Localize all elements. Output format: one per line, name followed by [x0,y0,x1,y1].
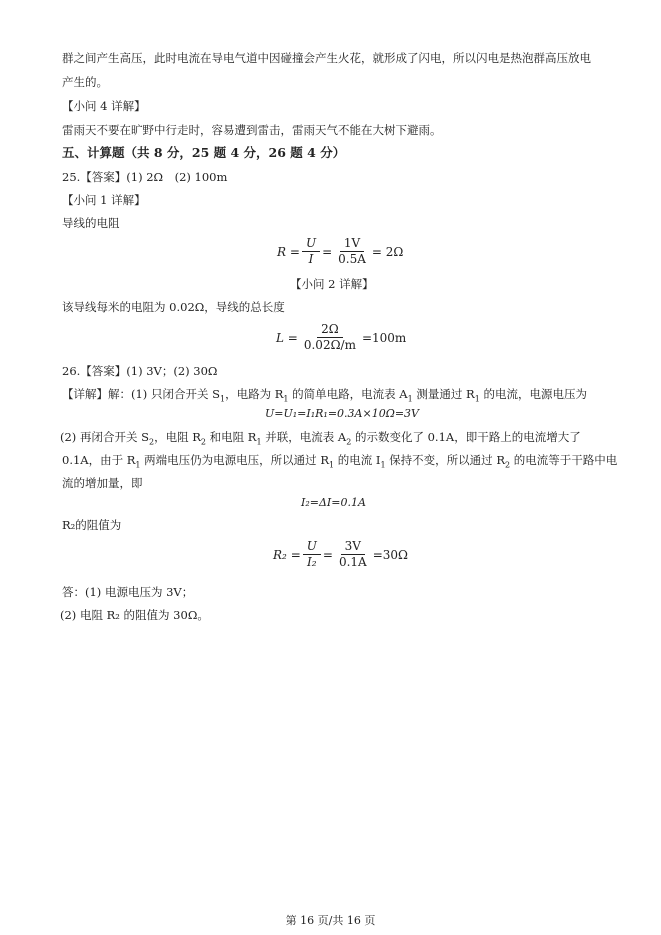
formula-resistance: R = $\frac{U}{I}$ = $\frac{1V}{0.5A}$ = 2Ω [277,236,404,266]
formula-r2: R₂ = $\frac{U}{\text{I₂}}$ = $\frac{3V}{0.1A}$ =30Ω [273,539,408,569]
answer-line: 答：(1) 电源电压为 3V； [62,585,194,599]
sub-heading: 【小问 4 详解】 [62,99,146,113]
section-heading: 五、计算题（共 8 分，25 题 4 分，26 题 4 分） [62,145,346,160]
text-line: R₂的阻值为 [62,518,122,532]
text-line: 雷雨天不要在旷野中行走时，容易遭到雷击，雷雨天气不能在大树下避雨。 [62,123,442,137]
equation-voltage: U=U₁=I₁R₁=0.3A×10Ω=3V [265,407,419,420]
sub-heading: 【小问 2 详解】 [290,277,374,291]
sub-heading: 【小问 1 详解】 [62,193,146,207]
text-line: 流的增加量，即 [62,476,143,490]
text-line: 产生的。 [62,75,108,89]
text-line: (2) 再闭合开关 $S_2$，电阻 $R_2$ 和电阻 $R_1$ 并联，电流表 $A_2$ 的示数变化了 0.1A，即干路上的电流增大了 [60,430,581,447]
formula-length: L = $\frac{2\Omega}{0.02\Omega/m}$ =100m [276,322,407,352]
q26-answer: 26.【答案】(1) 3V；(2) 30Ω [62,364,218,378]
text-line: 【详解】解：(1) 只闭合开关 $S_1$，电路为 $R_1$ 的简单电路，电流表 $A_1$ 测量通过 $R_1$ 的电流，电源电压为 [62,387,587,404]
text-line: 导线的电阻 [62,216,120,230]
equation-current: I₂=ΔI=0.1A [301,496,366,509]
text-line: 群之间产生高压，此时电流在导电气道中因碰撞会产生火花，就形成了闪电，所以闪电是热泡群高压放电 [62,51,591,65]
answer-line: (2) 电阻 R₂ 的阻值为 30Ω。 [60,608,209,622]
text-line: 该导线每米的电阻为 0.02Ω，导线的总长度 [62,300,285,314]
text-line: 0.1A，由于 $R_1$ 两端电压仍为电源电压，所以通过 $R_1$ 的电流 $I_1$ 保持不变，所以通过 $R_2$ 的电流等于干路中电 [62,453,618,470]
q25-answer: 25.【答案】(1) 2Ω (2) 100m [62,170,228,184]
page-footer: 第 16 页/共 16 页 [285,914,376,927]
